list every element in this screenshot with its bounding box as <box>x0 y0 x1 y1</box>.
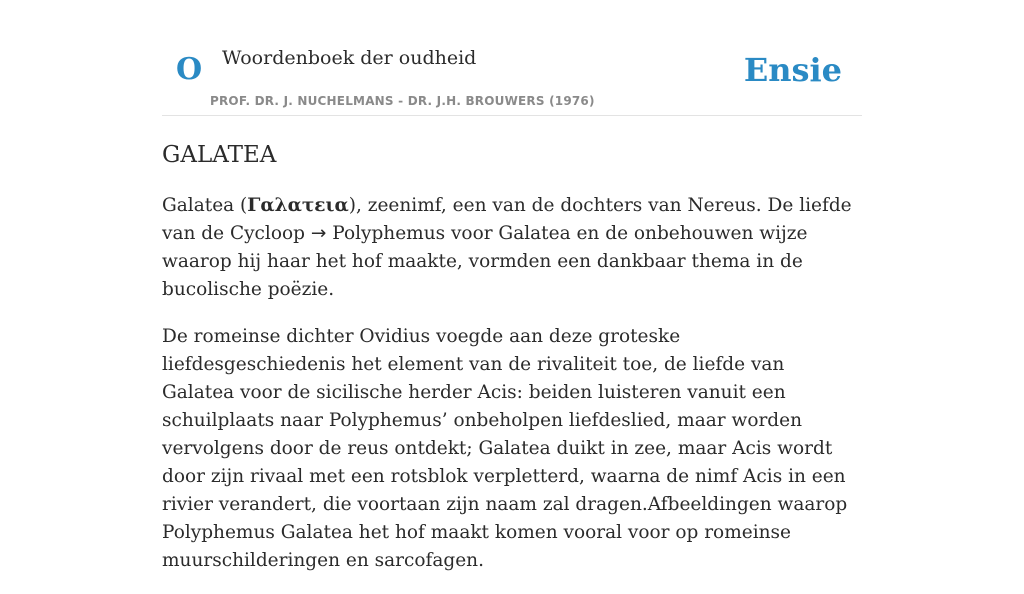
header <box>162 0 862 116</box>
ensie-logo-link[interactable]: Ensie <box>743 51 842 89</box>
p1-text-c: Polyphemus voor Galatea en de onbehouwen wijze waarop hij haar het hof maakte, vormden een dankbaar thema in de bucolische poëzie. <box>162 223 808 300</box>
arrow-link-icon[interactable]: → <box>310 223 327 244</box>
p1-text-b: ), zeenimf, een van de dochters van Nereus. De liefde van de Cycloop <box>162 195 852 244</box>
entry-body <box>162 192 862 594</box>
greek-name: Γαλατεια <box>247 195 349 216</box>
paragraph-1 <box>162 192 862 304</box>
page <box>162 0 862 571</box>
index-letter[interactable]: O <box>176 52 203 87</box>
entry-title: GALATEA <box>162 142 277 168</box>
paragraph-2: De romeinse dichter Ovidius voegde aan deze groteske liefdesgeschiedenis het element van de rivaliteit toe, de liefde van Galatea voor de sicilische herder Acis: beiden luisteren vanuit een schuilplaats naar Polyphemus’ onbeholpen liefdeslied, maar worden vervolgens door de reus ontdekt; Galatea duikt in zee, maar Acis wordt door zijn rivaal met een rotsblok verpletterd, waarna de nimf Acis in een rivier verandert, die voortaan zijn naam zal dragen.Afbeeldingen waarop Polyphemus Galatea het hof maakt komen vooral voor op romeinse muurschilderingen en sarcofagen. <box>162 326 848 571</box>
p1-text-a: Galatea ( <box>162 195 248 216</box>
book-title[interactable]: Woordenboek der oudheid <box>222 47 477 69</box>
book-authors: PROF. DR. J. NUCHELMANS - DR. J.H. BROUWERS (1976) <box>210 94 595 108</box>
